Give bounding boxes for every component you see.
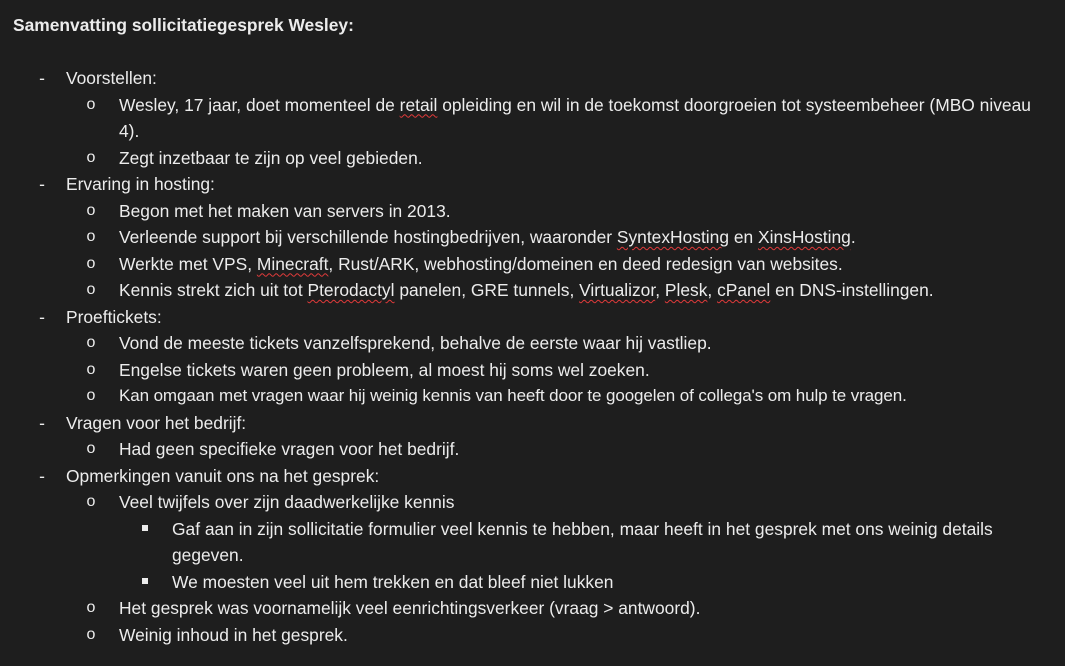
list-item <box>0 145 1065 172</box>
list-item <box>0 622 1065 649</box>
circle-bullet: o <box>86 625 96 643</box>
list-item <box>0 436 1065 463</box>
list-item-text: Werkte met VPS, Minecraft, Rust/ARK, webhosting/domeinen en deed redesign van websites. <box>119 253 843 274</box>
list-item-text: Begon met het maken van servers in 2013. <box>119 200 451 221</box>
list-subitem-text: Gaf aan in zijn sollicitatie formulier veel kennis te hebben, maar heeft in het gesprek met ons weinig details gegeven. <box>172 518 993 565</box>
spelling-flag: SyntexHosting <box>616 227 730 247</box>
circle-bullet: o <box>86 387 96 404</box>
circle-bullet: o <box>86 281 96 298</box>
spelling-flag: Pterodactyl <box>307 280 395 300</box>
list-item-text: Vond de meeste tickets vanzelfsprekend, behalve de eerste waar hij vastliep. <box>119 333 712 353</box>
dash-bullet: - <box>39 412 45 433</box>
section-heading: Opmerkingen vanuit ons na het gesprek: <box>66 465 380 486</box>
section-heading: Vragen voor het bedrijf: <box>66 412 247 433</box>
list-item <box>0 330 1065 357</box>
dash-bullet: - <box>39 465 45 486</box>
list-item <box>0 198 1065 225</box>
spelling-flag: XinsHosting <box>758 227 851 247</box>
list-item-ervaring <box>0 171 1065 198</box>
list-item-text: Engelse tickets waren geen probleem, al moest hij soms wel zoeken. <box>119 359 650 380</box>
list-item-opmerkingen <box>0 463 1065 490</box>
list-item-text: Verleende support bij verschillende hostingbedrijven, waaronder SyntexHosting en XinsHosting. <box>119 227 856 247</box>
list-subitem <box>0 569 1065 596</box>
list-subitem-text: We moesten veel uit hem trekken en dat bleef niet lukken <box>172 571 614 592</box>
list-item-vragen <box>0 410 1065 437</box>
square-bullet <box>137 569 153 596</box>
list-item-text: Zegt inzetbaar te zijn op veel gebieden. <box>119 147 423 168</box>
spelling-flag: Minecraft <box>256 253 329 274</box>
circle-bullet: o <box>86 360 96 378</box>
list-item <box>0 224 1065 251</box>
list-item-proeftickets <box>0 304 1065 331</box>
list-item <box>0 251 1065 278</box>
dash-bullet: - <box>39 68 45 88</box>
dash-bullet: - <box>39 306 45 327</box>
square-bullet <box>137 516 153 543</box>
list-item <box>0 489 1065 516</box>
list-item <box>0 277 1065 304</box>
list-item <box>0 383 1065 410</box>
list-item-text: Had geen specifieke vragen voor het bedrijf. <box>119 439 460 459</box>
spelling-flag: Virtualizor <box>579 280 656 300</box>
list-item-text: Kennis strekt zich uit tot Pterodactyl panelen, GRE tunnels, Virtualizor, Plesk, cPanel en DNS-instellingen. <box>119 280 934 300</box>
list-subitem <box>0 516 1065 569</box>
list-item-text: Weinig inhoud in het gesprek. <box>119 624 348 645</box>
dash-bullet: - <box>39 174 45 194</box>
circle-bullet: o <box>86 334 96 351</box>
circle-bullet: o <box>86 254 96 272</box>
spelling-flag: cPanel <box>717 280 771 300</box>
section-heading: Proeftickets: <box>66 306 162 327</box>
section-heading: Ervaring in hosting: <box>66 174 215 194</box>
circle-bullet: o <box>86 228 96 245</box>
list-item-text: Veel twijfels over zijn daadwerkelijke kennis <box>119 492 455 512</box>
circle-bullet: o <box>86 95 96 113</box>
summary-list <box>0 65 1065 648</box>
document-title: Samenvatting sollicitatiegesprek Wesley: <box>13 15 354 35</box>
circle-bullet: o <box>86 148 96 166</box>
list-item <box>0 92 1065 145</box>
list-item <box>0 595 1065 622</box>
list-item-text: Het gesprek was voornamelijk veel eenrichtingsverkeer (vraag > antwoord). <box>119 598 701 618</box>
spelling-flag: Plesk <box>664 280 708 300</box>
circle-bullet: o <box>86 599 96 616</box>
circle-bullet: o <box>86 493 96 510</box>
section-heading: Voorstellen: <box>66 68 157 88</box>
list-item-text: Wesley, 17 jaar, doet momenteel de retail opleiding en wil in de toekomst doorgroeien tot systeembeheer (MBO niveau 4). <box>119 94 1031 141</box>
spelling-flag: retail <box>399 94 438 115</box>
circle-bullet: o <box>86 201 96 219</box>
list-item <box>0 357 1065 384</box>
circle-bullet: o <box>86 440 96 457</box>
list-item-text: Kan omgaan met vragen waar hij weinig kennis van heeft door te googelen of collega's om hulp te vragen. <box>119 386 907 405</box>
list-item-voorstellen <box>0 65 1065 92</box>
